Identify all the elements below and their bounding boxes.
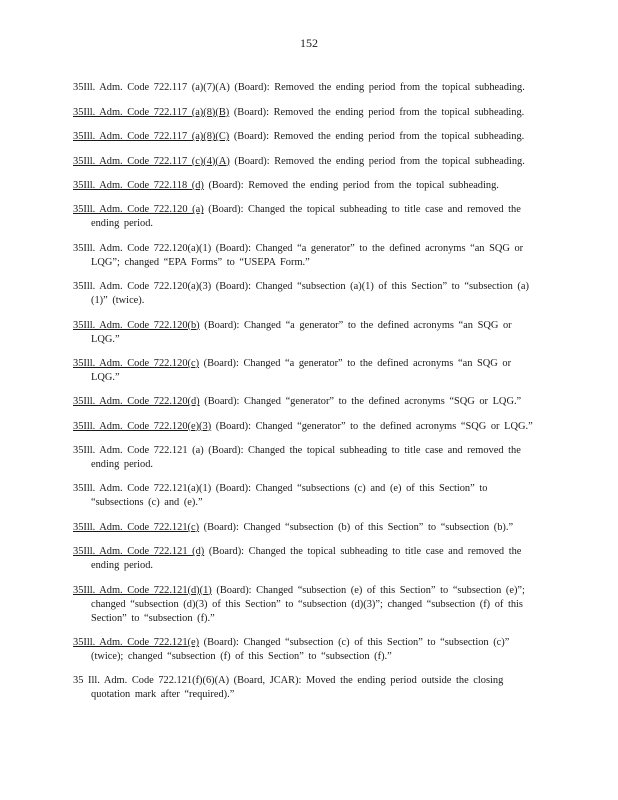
entry-citation: 35Ill. Adm. Code 722.120(d) [73,396,200,408]
entry [73,584,535,626]
entry [73,280,535,308]
entry-text: (Board): Changed the topical subheading to title case and removed the ending period. [91,445,521,471]
entry-text: (Board): Removed the ending period from the topical subheading. [229,155,525,167]
entry [73,319,535,347]
entry-citation: 35Ill. Adm. Code 722.120(a)(3) [73,281,212,293]
entry-text: (Board, JCAR): Moved the ending period outside the closing quotation mark after “required).” [91,675,504,701]
entry-text: (Board): Removed the ending period from the topical subheading. [229,106,525,118]
entry-citation: 35Ill. Adm. Code 722.117 (a)(7)(A) [73,82,230,94]
entry [73,674,535,702]
entry-text: (Board): Removed the ending period from the topical subheading. [203,179,499,191]
entry-text: (Board): Changed “subsection (e) of this Section” to “subsection (e)”; changed “subsection (d)(3) of this Section” to “subsection (d)(3)”; changed “subsection (f) of this Section” to “subsection (f).” [91,584,525,624]
entry-text: (Board): Changed the topical subheading to title case and removed the ending period. [91,204,521,230]
entry [73,357,535,385]
entry-text: (Board): Changed “generator” to the defined acronyms “SQG or LQG.” [199,396,522,408]
entry-citation: 35Ill. Adm. Code 722.117 (c)(4)(A) [73,155,230,167]
entry-citation: 35Ill. Adm. Code 722.120 (a) [73,204,204,216]
entry [73,636,535,664]
entry-citation: 35Ill. Adm. Code 722.121(d)(1) [73,584,212,596]
entry [73,106,535,120]
entry-citation: 35Ill. Adm. Code 722.120(b) [73,319,200,331]
entry-citation: 35Ill. Adm. Code 722.118 (d) [73,179,204,191]
entry-citation: 35 Ill. Adm. Code 722.121(f)(6)(A) [73,675,230,687]
entry [73,81,535,95]
entry-citation: 35Ill. Adm. Code 722.120(a)(1) [73,242,212,254]
entry [73,482,535,510]
entry-citation: 35Ill. Adm. Code 722.121 (d) [73,546,205,558]
entry-citation: 35Ill. Adm. Code 722.117 (a)(8)(C) [73,131,230,143]
entry-text: (Board): Changed “subsection (b) of this Section” to “subsection (b).” [199,521,514,533]
entry-citation: 35Ill. Adm. Code 722.120(e)(3) [73,420,212,432]
entry [73,130,535,144]
entry-text: (Board): Changed “generator” to the defined acronyms “SQG or LQG.” [211,420,533,432]
entry-text: (Board): Changed “subsection (c) of this Section” to “subsection (c)” (twice); changed “subsection (f) of this Section” to “subsection (f).” [91,637,510,663]
entry-text: (Board): Changed “a generator” to the defined acronyms “an SQG or LQG.” [91,319,512,345]
entry [73,521,535,535]
entry-citation: 35Ill. Adm. Code 722.120(c) [73,357,200,369]
entry-citation: 35Ill. Adm. Code 722.121(e) [73,637,200,649]
entry [73,203,535,231]
entry-citation: 35Ill. Adm. Code 722.121(c) [73,521,200,533]
entry-text: (Board): Changed “a generator” to the defined acronyms “an SQG or LQG.” [91,357,512,383]
entry [73,395,535,409]
entry-text: (Board): Changed the topical subheading to title case and removed the ending period. [91,546,522,572]
entry-text: (Board): Changed “subsections (c) and (e) of this Section” to “subsections (c) and (e).” [91,483,488,509]
entry [73,444,535,472]
entry [73,420,535,434]
entry-citation: 35Ill. Adm. Code 722.117 (a)(8)(B) [73,106,230,118]
entry-citation: 35Ill. Adm. Code 722.121(a)(1) [73,483,212,495]
entry-citation: 35Ill. Adm. Code 722.121 (a) [73,445,204,457]
page-number: 152 [300,36,318,50]
entry-list [73,71,535,708]
entry-text: (Board): Changed “a generator” to the defined acronyms “an SQG or LQG”; changed “EPA Forms” to “USEPA Form.” [91,242,524,268]
entry-text: (Board): Removed the ending period from the topical subheading. [229,131,525,143]
entry-text: (Board): Changed “subsection (a)(1) of this Section” to “subsection (a)(1)” (twice). [91,281,529,307]
entry [73,545,535,573]
entry-text: (Board): Removed the ending period from the topical subheading. [229,82,525,94]
entry [73,179,535,193]
entry [73,242,535,270]
entry [73,155,535,169]
